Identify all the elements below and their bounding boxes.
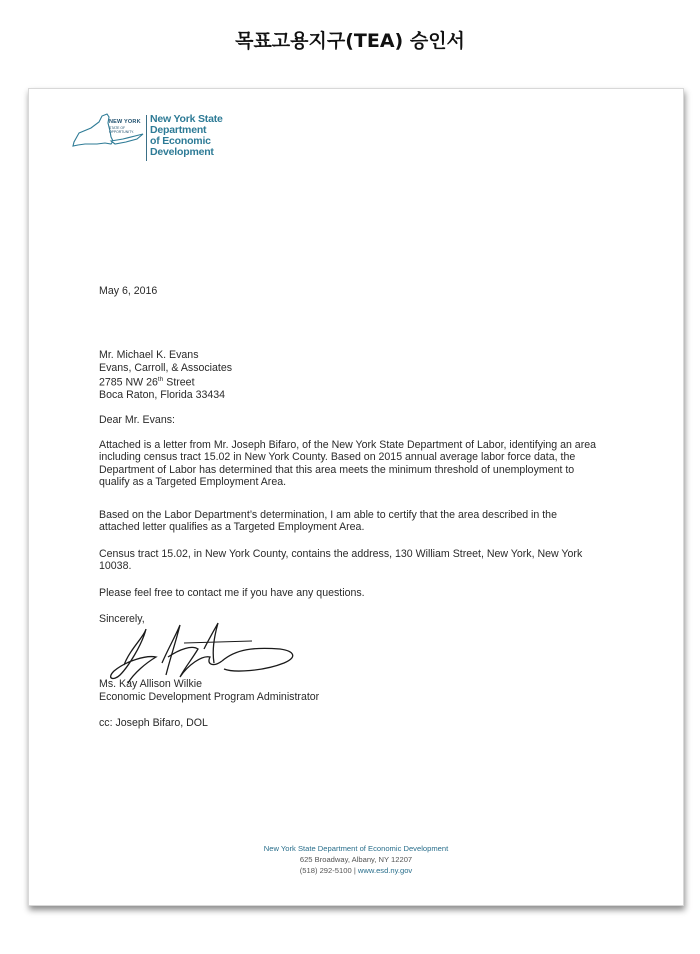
recipient-company: Evans, Carroll, & Associates [99, 361, 233, 374]
paragraph-1: Attached is a letter from Mr. Joseph Bifaro, of the New York State Department of Labor, identifying an area including census tract 15.02 in New York County. Based on 2015 annual average labor force data, the Department of Labor has determined that this area meets the minimum threshold of unemployment to qualify as a Targeted Employment Area. [99, 439, 596, 489]
letterhead-footer [29, 843, 683, 876]
footer-organization: New York State Department of Economic Development [263, 844, 449, 853]
letter-document [28, 88, 684, 906]
footer-website: www.esd.ny.gov [357, 866, 413, 875]
recipient-address [99, 349, 232, 402]
footer-address: 625 Broadway, Albany, NY 12207 [299, 855, 413, 864]
street-superscript: th [157, 376, 164, 384]
signer-name: Ms. Kay Allison Wilkie [99, 678, 203, 690]
logo-ny-wordmark: NEW YORK [109, 119, 141, 125]
footer-contact [29, 865, 683, 876]
logo-line: Department [150, 124, 207, 136]
paragraph-2: Based on the Labor Department’s determination, I am able to certify that the area described in the attached letter qualifies as a Targeted Employment Area. [99, 509, 557, 534]
paragraph-4: Please feel free to contact me if you have any questions. [99, 587, 365, 599]
street-prefix: 2785 NW 26 [99, 376, 158, 389]
logo-line: New York State [150, 113, 223, 125]
logo-line: Development [150, 146, 214, 158]
carbon-copy: cc: Joseph Bifaro, DOL [99, 717, 208, 729]
signer-block [99, 678, 319, 703]
nysed-logo [71, 113, 231, 165]
recipient-street [99, 374, 232, 389]
page-title: 목표고용지구(TEA) 승인서 [235, 30, 465, 52]
closing: Sincerely, [99, 613, 145, 625]
letter-date: May 6, 2016 [99, 285, 158, 297]
footer-phone: (518) 292-5100 [299, 866, 352, 875]
logo-divider [146, 115, 147, 161]
logo-tagline: STATE OF OPPORTUNITY. [109, 126, 134, 134]
logo-line: of Economic [150, 135, 211, 147]
recipient-name: Mr. Michael K. Evans [99, 349, 199, 361]
street-suffix: Street [163, 376, 195, 389]
salutation: Dear Mr. Evans: [99, 414, 175, 426]
logo-agency-name [150, 114, 223, 158]
footer-separator: | [353, 866, 356, 875]
recipient-city: Boca Raton, Florida 33434 [99, 389, 226, 402]
signer-title: Economic Development Program Administrator [99, 690, 320, 703]
paragraph-3: Census tract 15.02, in New York County, contains the address, 130 William Street, New York, New York 10038. [99, 548, 583, 573]
